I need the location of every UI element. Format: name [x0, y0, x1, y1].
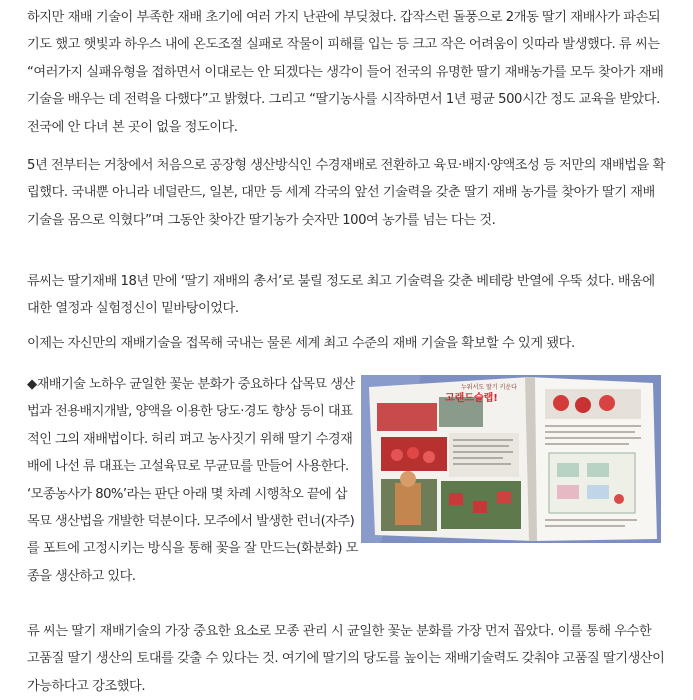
photo-large-heading: 고랜드슬랩! — [445, 393, 498, 404]
magazine-photo-graphic — [361, 375, 661, 543]
section-paragraph: ◆재배기술 노하우 균일한 꽃눈 분화가 중요하다 삽목묘 생산법과 전용배지개발, 양액을 이용한 당도·경도 향상 등이 대표적인 그의 재배법이다. 허리 펴고 농사짓기 위해 딸기 수경재배에 나선 류 대표는 고설육묘로 무균묘를 만들어 사용한다. ‘모종농사가 80%’라는 판단 아래 몇 차례 시행착오 끝에 삽목묘 생산법을 개발한 덕분이다. 모주에서 발생한 런너(자주)를 포트에 고정시키는 방식을 통해 꽃을 잘 만드는(화분화) 모종을 생산하고 있다. — [27, 377, 358, 584]
article-paragraph: 하지만 재배 기술이 부족한 재배 초기에 여러 가지 난관에 부딪쳤다. 갑작스런 돌풍으로 2개동 딸기 재배사가 파손되기도 했고 햇빛과 하우스 내에 온도조절 실패로 작물이 피해를 입는 등 크고 작은 어려움이 잇따라 발생했다. 류 씨는 “여러가지 실패유형을 접하면서 이대로는 안 되겠다는 생각이 들어 전국의 유명한 딸기 재배농가를 모두 찾아가 재배기술을 배우는 데 전력을 다했다”고 밝혔다. 그리고 “딸기농사를 시작하면서 1년 평균 500시간 정도 교육을 받았다. 전국에 안 다녀 본 곳이 없을 정도이다. — [27, 10, 664, 135]
article-paragraph: 류씨는 딸기재배 18년 만에 ‘딸기 재배의 총서’로 불릴 정도로 최고 기술력을 갖춘 베테랑 반열에 우뚝 섰다. 배움에 대한 열정과 실험정신이 밑바탕이었다. — [27, 274, 655, 317]
photo-small-heading: 누워서도 딸기 키운다 — [461, 384, 517, 391]
magazine-photo — [361, 375, 661, 543]
article-paragraph: 이제는 자신만의 재배기술을 접목해 국내는 물론 세계 최고 수준의 재배 기술을 확보할 수 있게 됐다. — [27, 336, 575, 351]
article-paragraph: 류 씨는 딸기 재배기술의 가장 중요한 요소로 모종 관리 시 균일한 꽃눈 분화를 가장 먼저 꼽았다. 이를 통해 우수한 고품질 딸기 생산의 토대를 갖출 수 있다는 것. 여기에 딸기의 당도를 높이는 재배기술력도 갖춰야 고품질 딸기생산이 가능하다고 강조했다. — [27, 624, 665, 694]
article-paragraph: 5년 전부터는 거창에서 처음으로 공장형 생산방식인 수경재배로 전환하고 육묘·배지·양액조성 등 저만의 재배법을 확립했다. 국내뿐 아니라 네덜란드, 일본, 대만 등 세계 각국의 앞선 기술력을 갖춘 딸기 재배 농가를 찾아가 딸기 재배 기술을 몸으로 익혔다”며 그동안 찾아간 딸기농가 숫자만 100여 농가를 넘는 다는 것. — [27, 158, 665, 228]
